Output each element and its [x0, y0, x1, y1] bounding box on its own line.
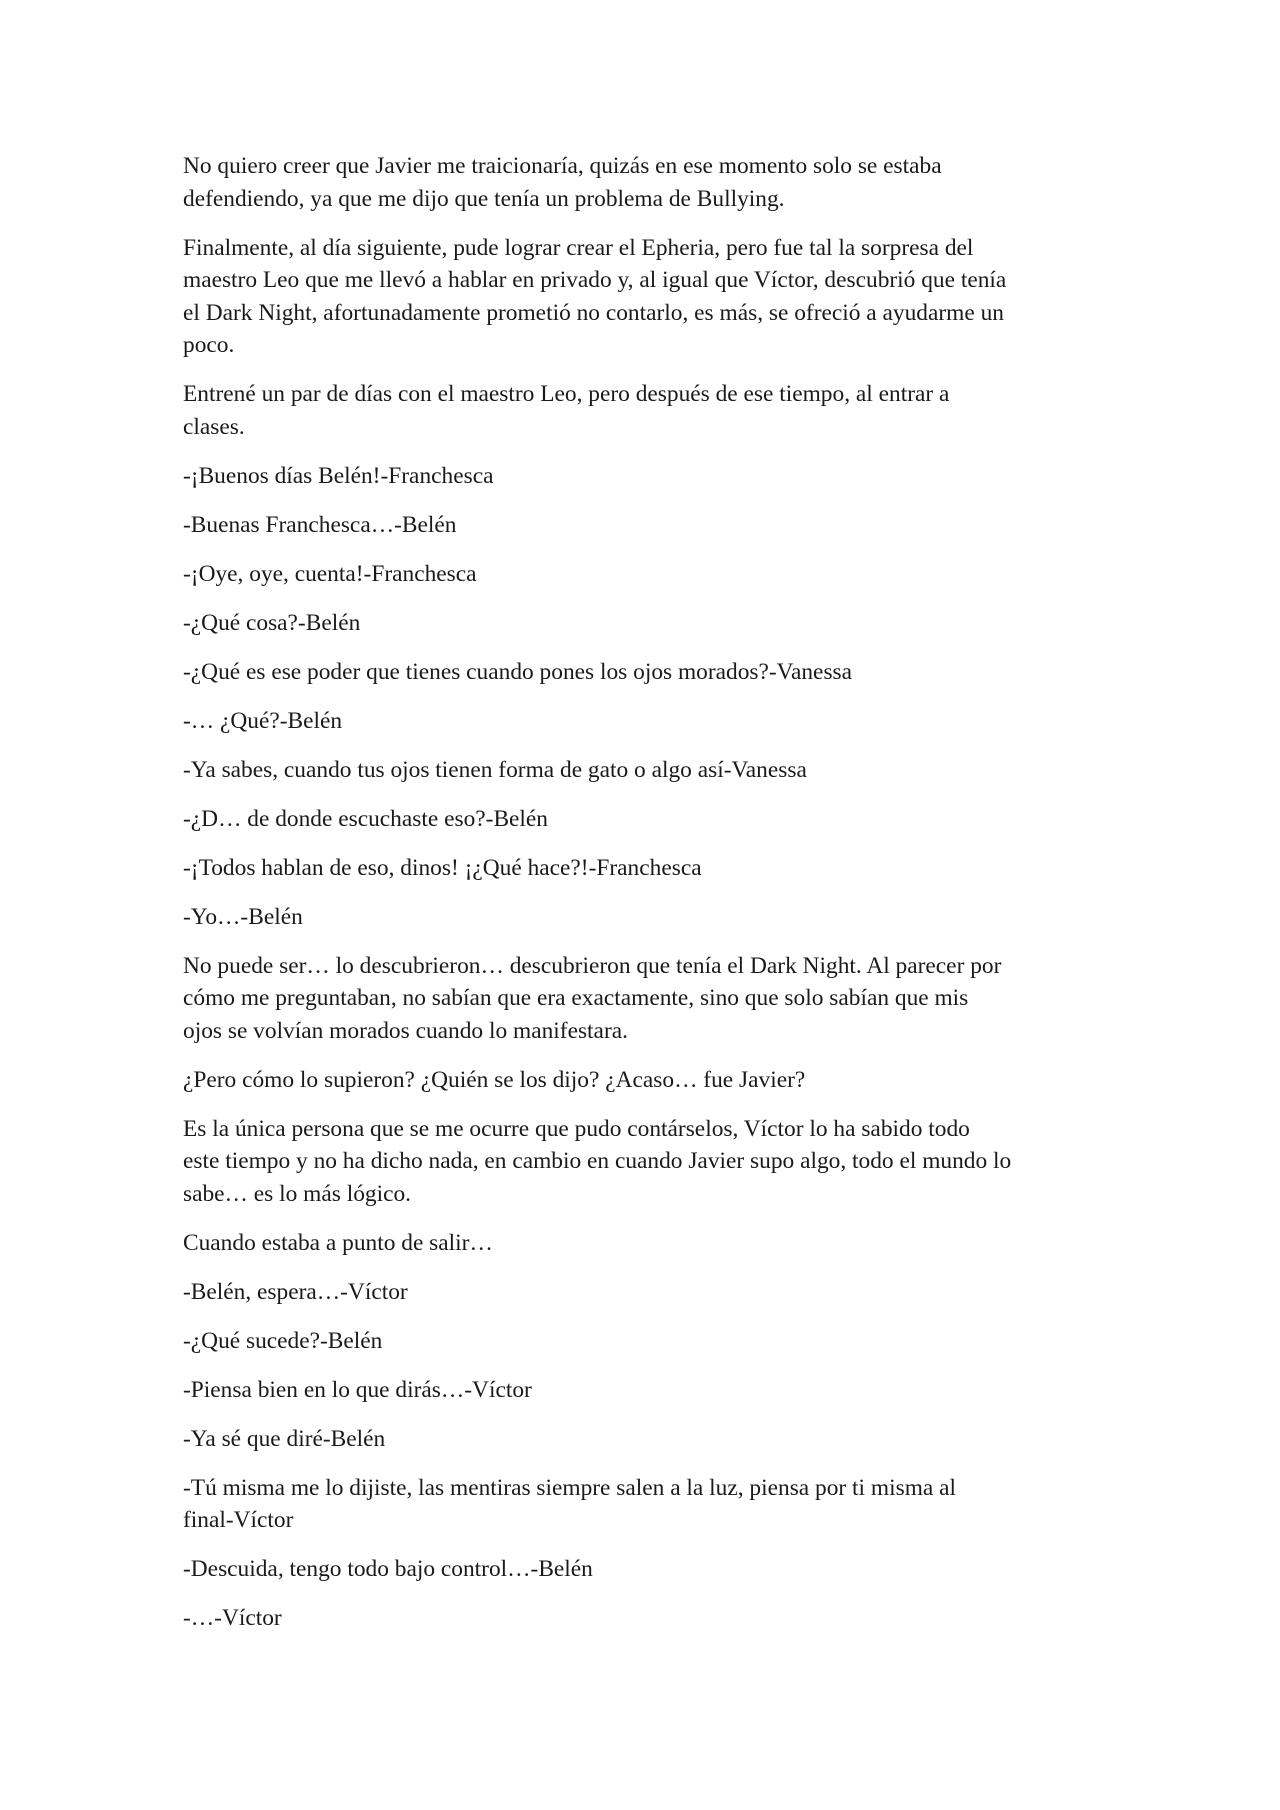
dialogue-line: -…-Víctor — [183, 1605, 282, 1631]
paragraph: Entrené un par de días con el maestro Leo, pero después de ese tiempo, al entrar a clases. — [183, 381, 950, 440]
dialogue-line: -Descuida, tengo todo bajo control…-Belén — [183, 1556, 593, 1582]
dialogue-line: -Buenas Franchesca…-Belén — [183, 511, 457, 538]
paragraph: Es la única persona que se me ocurre que pudo contárselos, Víctor lo ha sabido todo este tiempo y no ha dicho nada, en cambio en cuando Javier supo algo, todo el mundo lo sabe… es lo más lógico. — [183, 1115, 1012, 1207]
dialogue-line: -Tú misma me lo dijiste, las mentiras siempre salen a la luz, piensa por ti misma al final-Víctor — [183, 1474, 956, 1533]
dialogue-line: -Ya sabes, cuando tus ojos tienen forma de gato o algo así-Vanessa — [183, 756, 807, 783]
paragraph: ¿Pero cómo lo supieron? ¿Quién se los dijo? ¿Acaso… fue Javier? — [183, 1066, 806, 1093]
paragraph: No quiero creer que Javier me traicionaría, quizás en ese momento solo se estaba defendiendo, ya que me dijo que tenía un problema de Bullying. — [183, 153, 942, 212]
paragraph: Finalmente, al día siguiente, pude lograr crear el Epheria, pero fue tal la sorpresa del maestro Leo que me llevó a hablar en privado y, al igual que Víctor, descubrió que tenía el Dark Night, afortunadamente prometió no contarlo, es más, se ofreció a ayudarme un poco. — [183, 234, 1007, 358]
dialogue-line: -¡Todos hablan de eso, dinos! ¡¿Qué hace?!-Franchesca — [183, 854, 702, 881]
dialogue-line: -¡Oye, oye, cuenta!-Franchesca — [183, 560, 477, 587]
dialogue-line: -Belén, espera…-Víctor — [183, 1278, 408, 1305]
dialogue-line: -¿Qué es ese poder que tienes cuando pones los ojos morados?-Vanessa — [183, 658, 853, 685]
paragraph: No puede ser… lo descubrieron… descubrieron que tenía el Dark Night. Al parecer por cómo me preguntaban, no sabían que era exactamente, sino que solo sabían que mis ojos se volvían morados cuando lo manifestara. — [183, 952, 1002, 1044]
dialogue-line: -… ¿Qué?-Belén — [183, 707, 343, 734]
dialogue-line: -¿Qué cosa?-Belén — [183, 609, 361, 636]
document-body — [183, 150, 1103, 1651]
dialogue-line: -¿D… de donde escuchaste eso?-Belén — [183, 805, 548, 832]
dialogue-line: -Ya sé que diré-Belén — [183, 1425, 386, 1452]
paragraph: Cuando estaba a punto de salir… — [183, 1229, 493, 1256]
dialogue-line: -¡Buenos días Belén!-Franchesca — [183, 462, 494, 489]
dialogue-line: -Yo…-Belén — [183, 903, 303, 930]
dialogue-line: -¿Qué sucede?-Belén — [183, 1327, 383, 1354]
dialogue-line: -Piensa bien en lo que dirás…-Víctor — [183, 1376, 532, 1403]
